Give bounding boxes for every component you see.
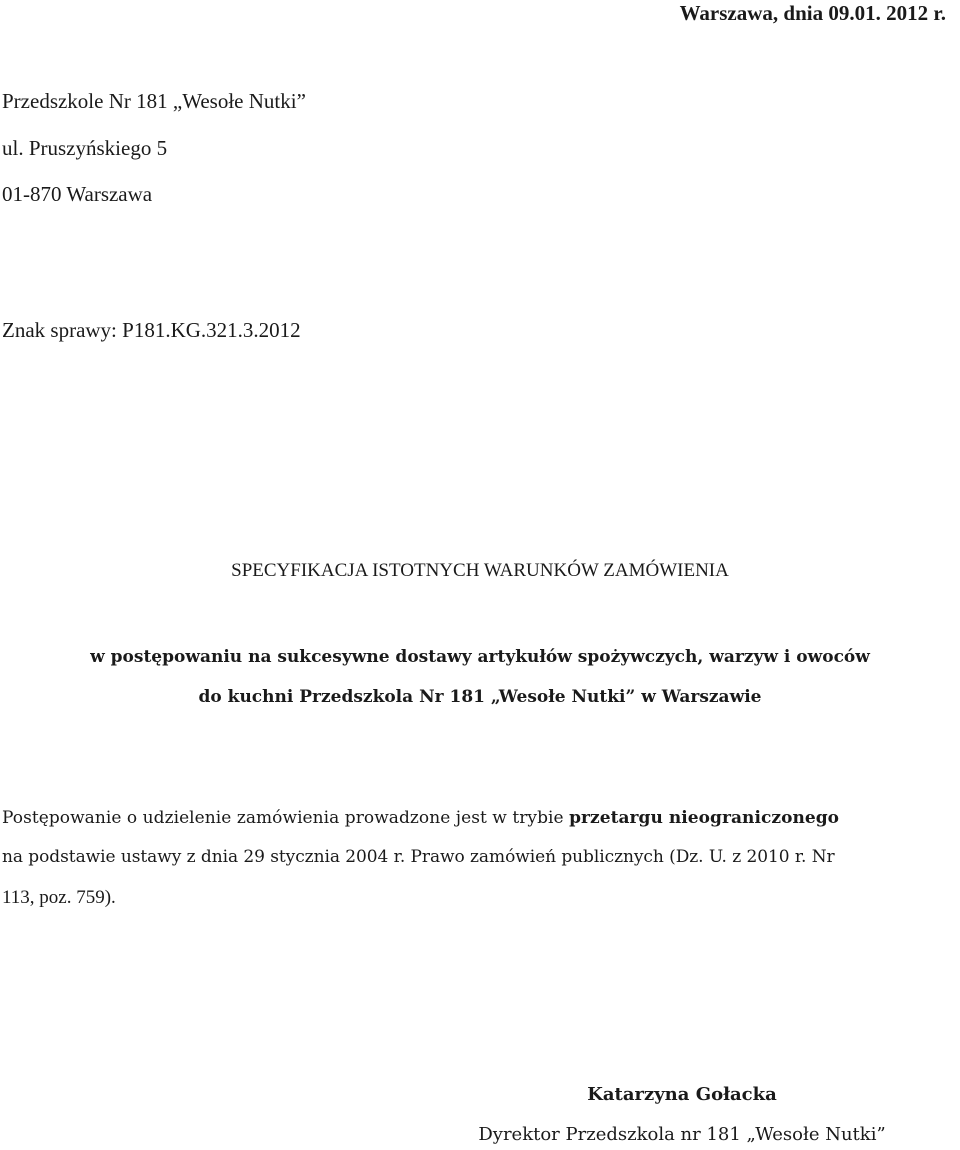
- document-subtitle-line-1: w postępowaniu na sukcesywne dostawy artykułów spożywczych, warzyw i owoców: [90, 647, 870, 667]
- case-reference: Znak sprawy: P181.KG.321.3.2012: [2, 318, 301, 342]
- signatory-role: [0, 1124, 960, 1146]
- document-date: Warszawa, dnia 09.01. 2012 r.: [679, 1, 946, 25]
- procedure-lead-text: Postępowanie o udzielenie zamówienia prowadzone jest w trybie: [2, 808, 570, 828]
- procedure-paragraph-line-1: [2, 808, 839, 828]
- addressee-street: ul. Pruszyńskiego 5: [2, 136, 168, 160]
- procedure-paragraph-line-2: na podstawie ustawy z dnia 29 stycznia 2004 r. Prawo zamówień publicznych (Dz. U. z 2010 r. Nr: [2, 847, 835, 867]
- addressee-city: 01-870 Warszawa: [2, 182, 153, 206]
- procedure-mode-text: przetargu nieograniczonego: [569, 808, 840, 828]
- document-subtitle-line-2: do kuchni Przedszkola Nr 181 „Wesołe Nutki” w Warszawie: [198, 687, 762, 707]
- signatory-role-text: Dyrektor Przedszkola nr 181 „Wesołe Nutki”: [478, 1124, 886, 1145]
- signatory-name: Katarzyna Gołacka: [587, 1084, 777, 1105]
- document-title: SPECYFIKACJA ISTOTNYCH WARUNKÓW ZAMÓWIENIA: [231, 560, 729, 581]
- addressee-name: Przedszkole Nr 181 „Wesołe Nutki”: [2, 89, 306, 113]
- procedure-paragraph-line-3: 113, poz. 759).: [2, 887, 116, 908]
